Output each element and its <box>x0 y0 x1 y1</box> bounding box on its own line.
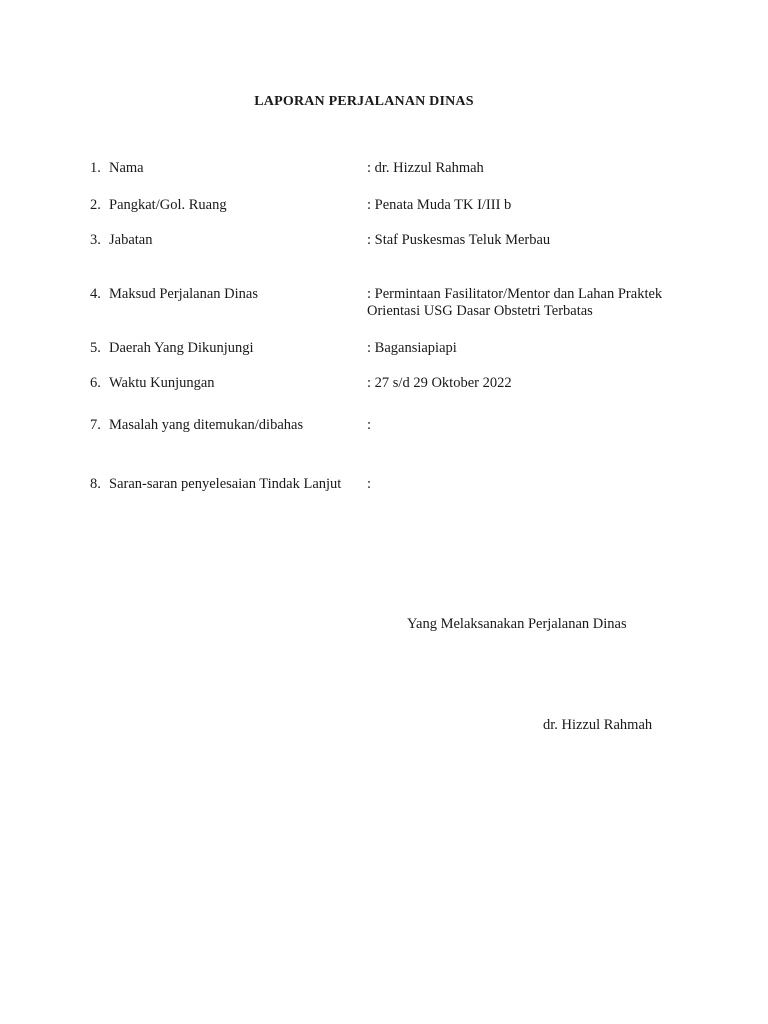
field-value: : Penata Muda TK I/III b <box>367 197 512 213</box>
field-value: : dr. Hizzul Rahmah <box>367 160 484 176</box>
field-label: Nama <box>109 160 144 176</box>
field-number: 7. <box>90 417 101 433</box>
field-label: Saran-saran penyelesaian Tindak Lanjut <box>109 476 342 492</box>
field-label: Maksud Perjalanan Dinas <box>109 286 258 302</box>
field-label: Jabatan <box>109 232 153 248</box>
field-number: 2. <box>90 197 101 213</box>
field-label: Pangkat/Gol. Ruang <box>109 197 227 213</box>
field-value: : Staf Puskesmas Teluk Merbau <box>367 232 551 248</box>
field-value: : <box>367 476 372 492</box>
field-value: : <box>367 417 372 433</box>
field-label: Daerah Yang Dikunjungi <box>109 340 254 356</box>
field-number: 3. <box>90 232 101 248</box>
document-title: LAPORAN PERJALANAN DINAS <box>254 94 474 109</box>
signature-name: dr. Hizzul Rahmah <box>543 717 653 733</box>
field-value: : Permintaan Fasilitator/Mentor dan Lahan Praktek Orientasi USG Dasar Obstetri Terbatas <box>367 286 663 319</box>
field-value: : Bagansiapiapi <box>367 340 457 356</box>
field-number: 6. <box>90 375 101 391</box>
field-number: 8. <box>90 476 101 492</box>
field-number: 5. <box>90 340 101 356</box>
field-label: Waktu Kunjungan <box>109 375 215 391</box>
field-number: 4. <box>90 286 101 302</box>
field-value: : 27 s/d 29 Oktober 2022 <box>367 375 512 391</box>
field-label: Masalah yang ditemukan/dibahas <box>109 417 304 433</box>
signature-title: Yang Melaksanakan Perjalanan Dinas <box>407 616 627 632</box>
field-number: 1. <box>90 160 101 176</box>
